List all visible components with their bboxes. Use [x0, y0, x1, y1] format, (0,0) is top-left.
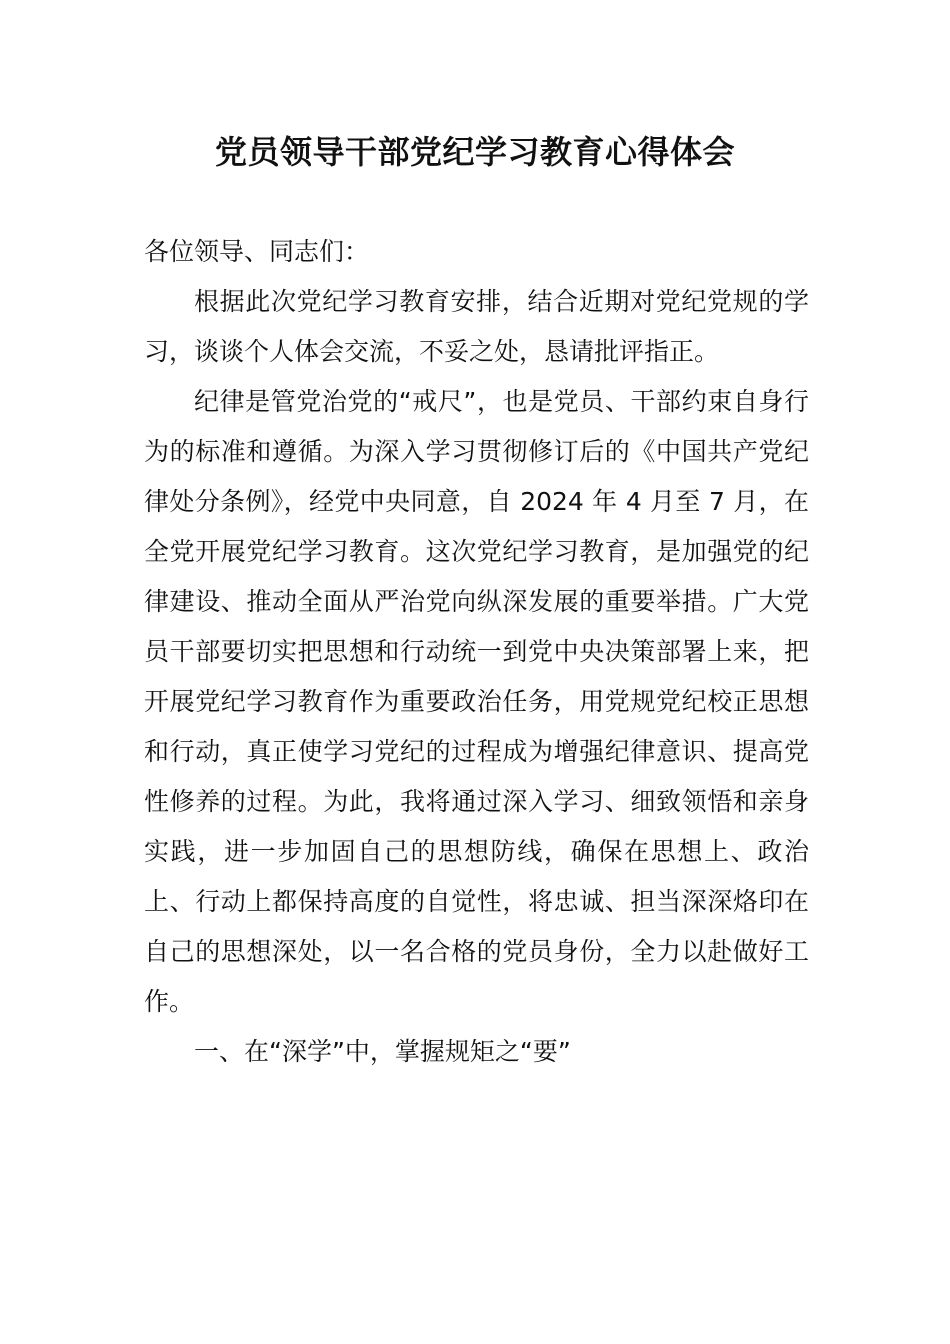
paragraph-main: 纪律是管党治党的“戒尺”，也是党员、干部约束自身行为的标准和遵循。为深入学习贯彻修订后的《中国共产党纪律处分条例》，经党中央同意，自 2024 年 4 月至 7 月，在全党开展党纪学习教育。这次党纪学习教育，是加强党的纪律建设、推动全面从严治党向纵深发展的重要举措。广大党员干部要切实把思想和行动统一到党中央决策部署上来，把开展党纪学习教育作为重要政治任务，用党规党纪校正思想和行动，真正使学习党纪的过程成为增强纪律意识、提高党性修养的过程。为此，我将通过深入学习、细致领悟和亲身实践，进一步加固自己的思想防线，确保在思想上、政治上、行动上都保持高度的自觉性，将忠诚、担当深深烙印在自己的思想深处，以一名合格的党员身份，全力以赴做好工作。 — [144, 387, 809, 1016]
document-body — [144, 227, 809, 1077]
salutation: 各位领导、同志们： — [144, 237, 370, 266]
paragraph-intro: 根据此次党纪学习教育安排，结合近期对党纪党规的学习，谈谈个人体会交流，不妥之处，恳请批评指正。 — [144, 287, 809, 366]
section-heading: 一、在“深学”中，掌握规矩之“要” — [194, 1037, 571, 1066]
document-title: 党员领导干部党纪学习教育心得体会 — [214, 133, 735, 171]
